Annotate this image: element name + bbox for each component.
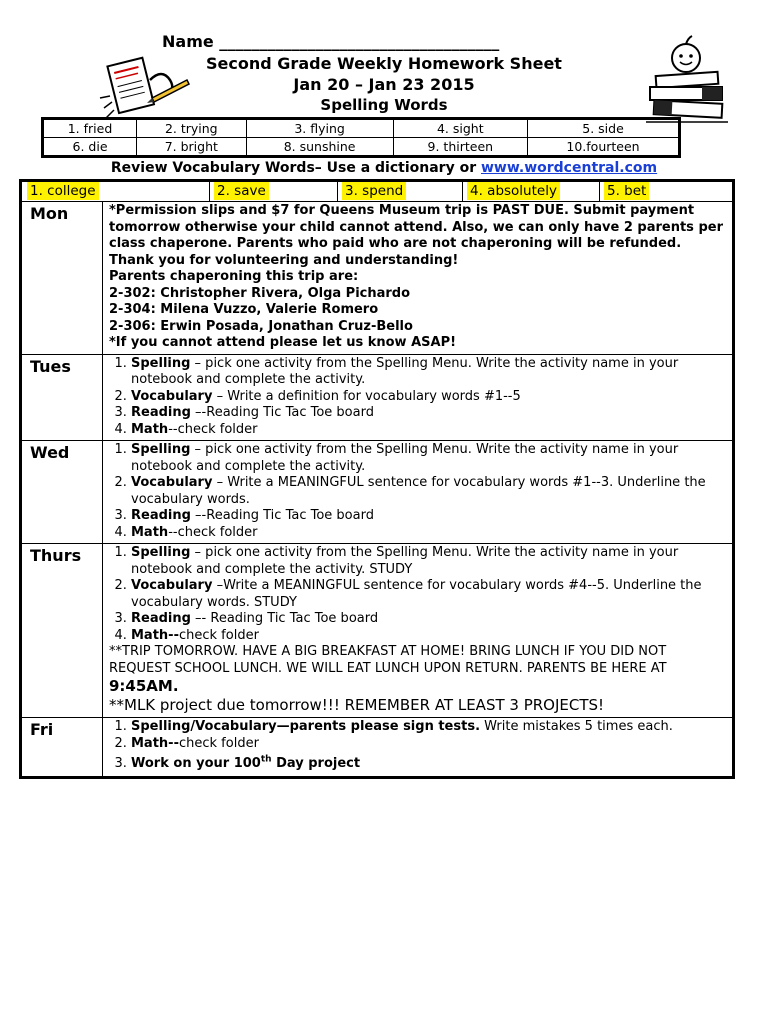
spelling-word: 6. die [43, 138, 137, 157]
day-row-tues [21, 354, 734, 441]
trip-time: 9:45AM. [109, 677, 179, 695]
task-item: 2. Vocabulary – Write a definition for vocabulary words #1--5 [131, 389, 728, 406]
task-item: 2. Math--check folder [131, 736, 728, 753]
task-item: 1. Spelling – pick one activity from the Spelling Menu. Write the activity name in your notebook and complete the activity. [131, 356, 728, 389]
review-vocabulary-line [0, 160, 768, 176]
day-content [103, 354, 734, 441]
spelling-row [43, 119, 680, 138]
day-label: Fri [21, 718, 103, 778]
vocab-word: 3. spend [342, 182, 406, 200]
vocab-word: 5. bet [604, 182, 649, 200]
name-field-label: Name ___________________________________ [162, 32, 500, 51]
homework-table [19, 179, 735, 779]
spelling-word: 3. flying [246, 119, 393, 138]
date-range: Jan 20 – Jan 23 2015 [293, 75, 475, 94]
day-label: Wed [21, 441, 103, 544]
spelling-word: 5. side [528, 119, 680, 138]
review-vocabulary-text: Review Vocabulary Words– Use a dictionary or [110, 160, 481, 176]
mon-line: *If you cannot attend please let us know ASAP! [109, 335, 457, 350]
task-item: 1. Spelling – pick one activity from the Spelling Menu. Write the activity name in your notebook and complete the activity. STUDY [131, 545, 728, 578]
task-item: 3. Reading –- Reading Tic Tac Toe board [131, 611, 728, 628]
mon-line: *Permission slips and $7 for Queens Museum trip is PAST DUE. Submit payment tomorrow otherwise your child cannot attend. Also, we can only have 2 parents per class chaperone. Parents who paid who are not chaperoning will be refunded. Thank you for volunteering and understanding! [109, 203, 723, 268]
task-item: 4. Math--check folder [131, 525, 728, 542]
day-label: Tues [21, 354, 103, 441]
vocab-cell [21, 181, 210, 202]
spelling-word: 2. trying [137, 119, 247, 138]
trip-note: **TRIP TOMORROW. HAVE A BIG BREAKFAST AT HOME! BRING LUNCH IF YOU DID NOT REQUEST SCHOOL LUNCH. WE WILL EAT LUNCH UPON RETURN. PARENTS BE HERE AT [109, 644, 667, 676]
day-content [103, 441, 734, 544]
vocab-cell [600, 181, 734, 202]
mon-line: 2-306: Erwin Posada, Jonathan Cruz-Bello [109, 318, 413, 334]
spelling-word: 4. sight [393, 119, 527, 138]
spelling-words-table [41, 117, 681, 158]
day-content [103, 544, 734, 718]
day-row-fri [21, 718, 734, 778]
task-item: 3. Reading –-Reading Tic Tac Toe board [131, 508, 728, 525]
day-row-wed [21, 441, 734, 544]
vocab-word: 4. absolutely [467, 182, 560, 200]
vocab-cell [210, 181, 338, 202]
mon-line: 2-302: Christopher Rivera, Olga Pichardo [109, 285, 411, 301]
day-content [103, 202, 734, 355]
vocab-cell [338, 181, 463, 202]
spelling-row [43, 138, 680, 157]
task-item: 1. Spelling – pick one activity from the Spelling Menu. Write the activity name in your notebook and complete the activity. [131, 442, 728, 475]
mlk-note: **MLK project due tomorrow!!! REMEMBER AT LEAST 3 PROJECTS! [109, 696, 605, 714]
spelling-word: 7. bright [137, 138, 247, 157]
task-item: 4. Math--check folder [131, 628, 728, 645]
task-item: 3. Work on your 100th Day project [131, 752, 728, 773]
spelling-words-heading: Spelling Words [320, 96, 448, 114]
day-label: Mon [21, 202, 103, 355]
task-item: 4. Math--check folder [131, 422, 728, 439]
day-row-mon [21, 202, 734, 355]
spelling-word: 10.fourteen [528, 138, 680, 157]
vocab-cell [463, 181, 600, 202]
spelling-word: 1. fried [43, 119, 137, 138]
page-title: Second Grade Weekly Homework Sheet [206, 54, 562, 73]
task-item: 1. Spelling/Vocabulary—parents please sign tests. Write mistakes 5 times each. [131, 719, 728, 736]
day-content [103, 718, 734, 778]
mon-line: Parents chaperoning this trip are: [109, 269, 359, 284]
day-label: Thurs [21, 544, 103, 718]
mon-line: 2-304: Milena Vuzzo, Valerie Romero [109, 302, 379, 317]
task-item: 3. Reading –-Reading Tic Tac Toe board [131, 405, 728, 422]
vocab-word: 2. save [214, 182, 269, 200]
wordcentral-link[interactable]: www.wordcentral.com [480, 160, 658, 176]
vocab-word: 1. college [27, 182, 99, 200]
vocabulary-words-row [21, 181, 734, 202]
day-row-thurs [21, 544, 734, 718]
spelling-word: 8. sunshine [246, 138, 393, 157]
task-item: 2. Vocabulary – Write a MEANINGFUL sentence for vocabulary words #1--3. Underline the vocabulary words. [131, 475, 728, 508]
spelling-word: 9. thirteen [393, 138, 527, 157]
task-item: 2. Vocabulary –Write a MEANINGFUL sentence for vocabulary words #4--5. Underline the vocabulary words. STUDY [131, 578, 728, 611]
